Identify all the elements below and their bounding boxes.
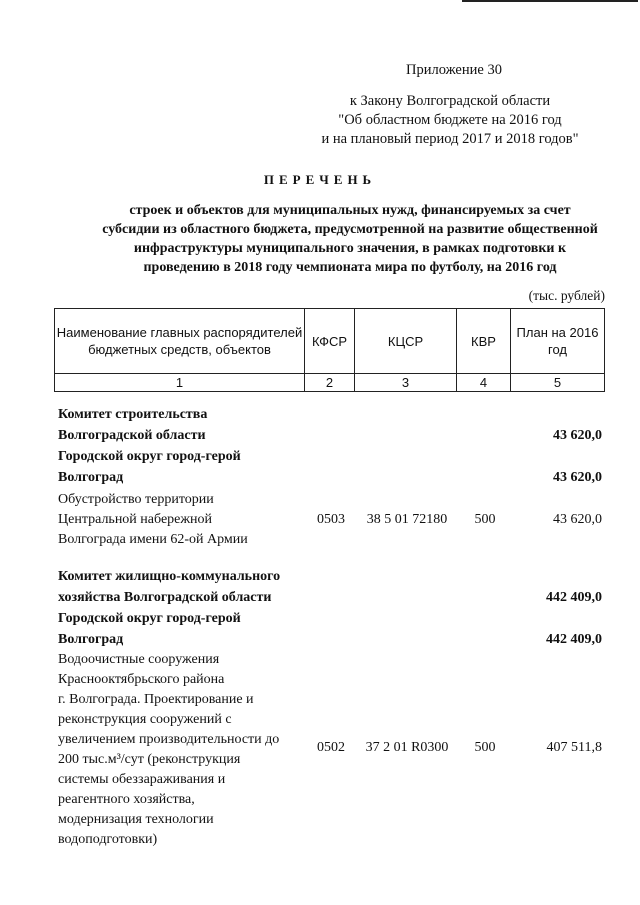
row-name: Комитет жилищно-коммунального хозяйства Волгоградской области — [58, 569, 281, 605]
subtitle-line: проведению в 2018 году чемпионата мира по футболу, на 2016 год — [143, 260, 557, 275]
units-label: (тыс. рублей) — [528, 288, 605, 303]
column-number: 3 — [355, 374, 457, 392]
document-heading: ПЕРЕЧЕНЬ — [263, 172, 377, 187]
column-number-row — [55, 374, 605, 392]
row-plan: 442 409,0 — [546, 590, 602, 605]
document-subtitle — [70, 201, 630, 277]
table-row — [54, 446, 604, 488]
row-plan: 43 620,0 — [553, 470, 602, 485]
column-header-kvr: КВР — [457, 309, 511, 374]
table-row — [54, 608, 604, 650]
column-header-kfsr: КФСР — [305, 309, 355, 374]
table-row — [54, 404, 604, 446]
table-header — [54, 308, 605, 392]
table-row — [54, 566, 604, 608]
column-number: 5 — [511, 374, 605, 392]
appendix-label: Приложение 30 — [406, 62, 502, 78]
row-kcsr: 37 2 01 R0300 — [365, 740, 449, 755]
column-header-row — [55, 309, 605, 374]
row-name: Обустройство территории Центральной набережной Волгограда имени 62-ой Армии — [58, 492, 248, 547]
row-kfsr: 0502 — [317, 740, 345, 755]
row-name: Городской округ город-герой Волгоград — [58, 611, 241, 647]
row-kvr: 500 — [474, 740, 496, 755]
column-header-kcsr: КЦСР — [355, 309, 457, 374]
law-reference-line: "Об областном бюджете на 2016 год — [338, 112, 562, 128]
row-name: Комитет строительства Волгоградской области — [58, 407, 208, 443]
row-name: Водоочистные сооружения Краснооктябрьского района г. Волгограда. Проектирование и реконструкция сооружений с увеличением производительности до 200 тыс.м³/сут (реконструкция системы обеззараживания и реагентного хозяйства, модернизация технологии водоподготовки) — [58, 652, 280, 847]
column-number: 1 — [55, 374, 305, 392]
subtitle-line: инфраструктуры муниципального значения, в рамках подготовки к — [133, 241, 567, 256]
law-reference-line: и на плановый период 2017 и 2018 годов" — [321, 131, 579, 147]
column-header-plan: План на 2016 год — [511, 309, 605, 374]
row-plan: 43 620,0 — [553, 512, 602, 527]
top-edge-mark — [462, 0, 638, 2]
row-name: Городской округ город-герой Волгоград — [58, 449, 241, 485]
row-kvr: 500 — [474, 512, 496, 527]
column-number: 2 — [305, 374, 355, 392]
row-plan: 43 620,0 — [553, 428, 602, 443]
subtitle-line: строек и объектов для муниципальных нужд, финансируемых за счет — [129, 203, 571, 218]
row-kfsr: 0503 — [317, 512, 345, 527]
row-plan: 407 511,8 — [546, 740, 602, 755]
column-header-name: Наименование главных распорядителей бюджетных средств, объектов — [55, 309, 305, 374]
row-kcsr: 38 5 01 72180 — [366, 512, 448, 527]
table-row — [54, 650, 604, 850]
subtitle-line: субсидии из областного бюджета, предусмотренной на развитие общественной — [102, 222, 598, 237]
law-reference — [300, 92, 600, 149]
column-number: 4 — [457, 374, 511, 392]
row-plan: 442 409,0 — [546, 632, 602, 647]
table-row — [54, 490, 604, 552]
law-reference-line: к Закону Волгоградской области — [349, 93, 551, 109]
